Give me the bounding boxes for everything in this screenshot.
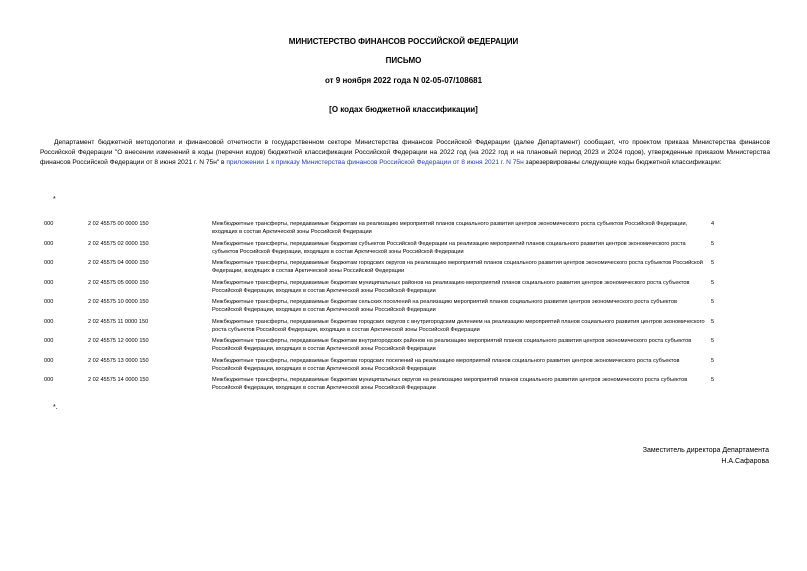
name-cell: Межбюджетные трансферты, передаваемые бюджетам городских округов с внутригородским делением на реализацию мероприятий планов социального развития центров экономического роста субъектов Российской Федерации, входящих в состав Арктической зоны Российской Федерации (212, 318, 705, 333)
name-cell: Межбюджетные трансферты, передаваемые бюджетам муниципальных округов на реализацию мероприятий планов социального развития центров экономического роста субъектов Российской Федерации, входящих в состав Арктической зоны Российской Федерации (212, 377, 688, 392)
table-row (0, 279, 807, 299)
kvsr-cell: 000 (44, 279, 54, 286)
kvsr-cell: 000 (44, 338, 54, 344)
code-cell: 2 02 45575 11 0000 150 (88, 318, 149, 325)
intro-text-before-link: Департамент бюджетной методологии и финансовой отчетности в государственном секторе Министерства финансов Российской Федерации (далее Департамент) сообщает, что проектом приказа Министерства финансов Российской Федерации "О внесении изменений в коды (перечни кодов) бюджетной классификации Российской Федерации на 2022 год (на 2022 год и на плановый период 2023 и 2024 годов), утвержденные приказом Министерства финансов Российской Федерации от 8 июня 2021 г. N 75н" в (40, 139, 770, 167)
kvsr-cell: 000 (44, 357, 54, 364)
code-cell: 2 02 45575 04 0000 150 (88, 260, 149, 266)
kvsr-cell: 000 (44, 221, 54, 227)
intro-paragraph (40, 138, 770, 169)
document-type: ПИСЬМО (385, 56, 422, 65)
table-start-marker: * (53, 196, 56, 203)
order-appendix-link[interactable]: приложении 1 к приказу Министерства финансов Российской Федерации от 8 июня 2021 г. N 75н (226, 159, 524, 167)
name-cell: Межбюджетные трансферты, передаваемые бюджетам внутригородских районов на реализацию мероприятий планов социального развития центров экономического роста субъектов Российской Федерации, входящих в состав Арктической зоны Российской Федерации (212, 338, 692, 353)
date-and-number: от 9 ноября 2022 года N 02-05-07/108681 (324, 76, 483, 85)
name-cell: Межбюджетные трансферты, передаваемые бюджетам субъектов Российской Федерации на реализацию мероприятий планов социального развития центров экономического роста субъектов Российской Федерации, входящих в состав Арктической зоны Российской Федерации (212, 240, 686, 255)
number-cell: 5 (711, 299, 715, 305)
table-row (0, 376, 807, 396)
table-row (0, 259, 807, 279)
signatory-name: Н.А.Сафарова (721, 458, 769, 465)
table-row (0, 337, 807, 357)
intro-text-after-link: зарезервированы следующие коды бюджетной классификации: (523, 159, 722, 167)
table-row (0, 220, 807, 240)
name-cell: Межбюджетные трансферты, передаваемые бюджетам сельских поселений на реализацию мероприятий планов социального развития центров экономического роста субъектов Российской Федерации, входящих в состав Арктической зоны Российской Федерации (212, 299, 677, 314)
number-cell: 5 (711, 377, 715, 383)
number-cell: 5 (711, 260, 715, 266)
code-cell: 2 02 45575 02 0000 150 (88, 240, 149, 247)
number-cell: 4 (711, 221, 715, 227)
code-cell: 2 02 45575 14 0000 150 (88, 377, 149, 383)
number-cell: 5 (711, 240, 715, 247)
name-cell: Межбюджетные трансферты, передаваемые бюджетам городских поселений на реализацию мероприятий планов социального развития центров экономического роста субъектов Российской Федерации, входящих в состав Арктической зоны Российской Федерации (212, 357, 680, 372)
number-cell: 5 (711, 279, 715, 286)
table-row (0, 318, 807, 338)
kvsr-cell: 000 (44, 318, 54, 325)
kvsr-cell: 000 (44, 299, 54, 305)
number-cell: 5 (711, 338, 715, 344)
signatory-position: Заместитель директора Департамента (642, 447, 769, 454)
code-cell: 2 02 45575 00 0000 150 (88, 221, 149, 227)
number-cell: 5 (711, 357, 715, 364)
number-cell: 5 (711, 318, 715, 325)
code-cell: 2 02 45575 05 0000 150 (88, 279, 149, 286)
kvsr-cell: 000 (44, 377, 54, 383)
ministry-heading: МИНИСТЕРСТВО ФИНАНСОВ РОССИЙСКОЙ ФЕДЕРАЦИИ (288, 37, 519, 46)
name-cell: Межбюджетные трансферты, передаваемые бюджетам на реализацию мероприятий планов социального развития центров экономического роста субъектов Российской Федерации, входящих в состав Арктической зоны Российской Федерации (212, 221, 688, 236)
code-cell: 2 02 45575 10 0000 150 (88, 299, 149, 305)
kvsr-cell: 000 (44, 240, 54, 247)
table-row (0, 357, 807, 377)
name-cell: Межбюджетные трансферты, передаваемые бюджетам муниципальных районов на реализацию мероприятий планов социального развития центров экономического роста субъектов Российской Федерации, входящих в состав Арктической зоны Российской Федерации (212, 279, 690, 294)
code-cell: 2 02 45575 13 0000 150 (88, 357, 149, 364)
kvsr-cell: 000 (44, 260, 54, 266)
document-subject: [О кодах бюджетной классификации] (329, 105, 478, 114)
table-end-marker: *. (53, 404, 58, 411)
name-cell: Межбюджетные трансферты, передаваемые бюджетам городских округов на реализацию мероприятий планов социального развития центров экономического роста субъектов Российской Федерации, входящих в состав Арктической зоны Российской Федерации (212, 260, 703, 275)
table-row (0, 298, 807, 318)
code-cell: 2 02 45575 12 0000 150 (88, 338, 149, 344)
table-row (0, 240, 807, 260)
